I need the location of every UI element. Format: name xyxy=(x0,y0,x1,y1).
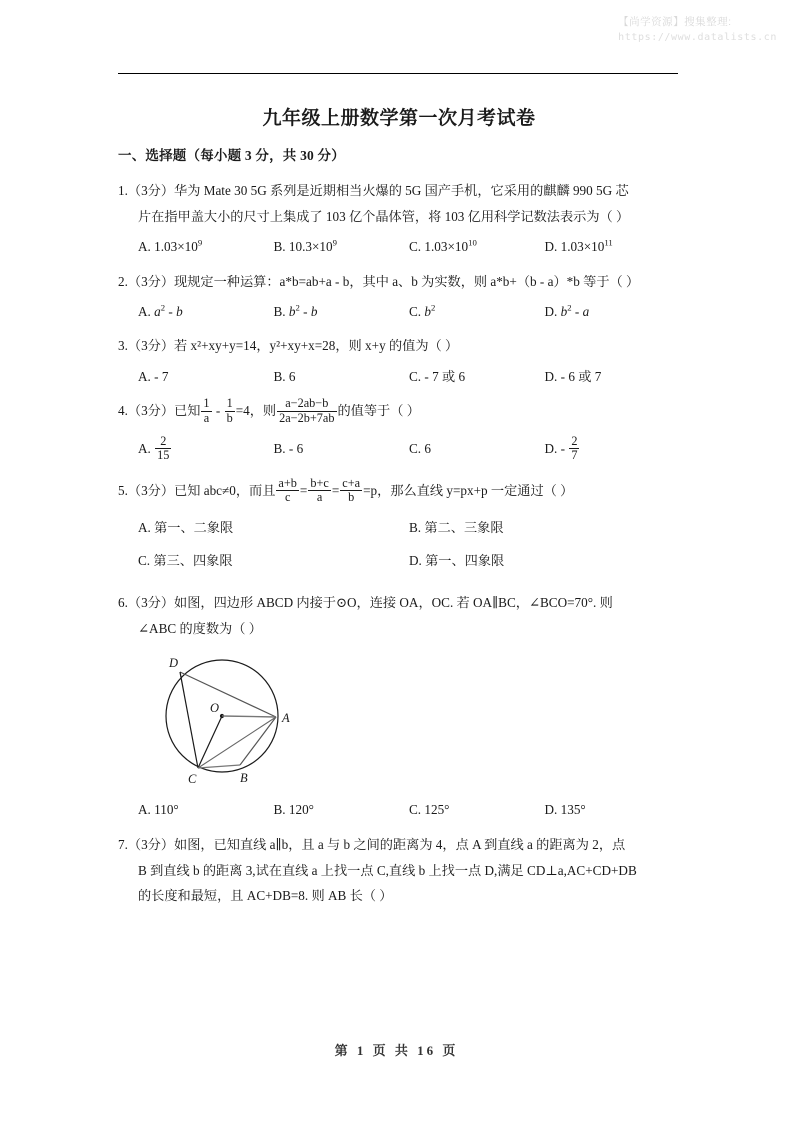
question-3-option-a[interactable] xyxy=(138,364,274,389)
circle-geometry-svg xyxy=(140,646,320,786)
watermark-url: https://www.datalists.cn xyxy=(618,32,777,44)
fraction-denominator: a xyxy=(201,411,211,425)
option-text: 110° xyxy=(154,801,179,817)
option-label: A. xyxy=(138,801,151,817)
question-1-option-d[interactable] xyxy=(545,234,681,259)
question-2-line-1 xyxy=(118,269,680,295)
question-3-options xyxy=(118,364,680,389)
question-6-number: 6. xyxy=(118,595,128,611)
option-text: 第一、二象限 xyxy=(154,520,234,536)
option-text: 120° xyxy=(288,801,314,817)
question-4-marks: （3分） xyxy=(127,403,175,419)
option-label: C. xyxy=(409,801,422,817)
option-label: C. xyxy=(409,239,422,255)
option-text: 125° xyxy=(424,801,450,817)
question-2 xyxy=(118,269,680,325)
option-sign: - xyxy=(560,440,569,456)
fraction-numerator: c+a xyxy=(342,475,361,490)
question-1-option-a[interactable] xyxy=(138,234,274,259)
question-3-text-1: 若 x²+xy+y=14，y²+xy+x=28，则 x+y 的值为（ ） xyxy=(174,338,459,354)
figure-label-o: O xyxy=(210,700,220,715)
question-2-option-d[interactable] xyxy=(545,299,681,324)
option-label: A. xyxy=(138,369,151,385)
option-base: b xyxy=(424,304,431,320)
question-4-minus: - xyxy=(212,403,224,419)
question-1-options xyxy=(118,234,680,259)
question-6 xyxy=(118,590,680,821)
option-text: - 6 或 7 xyxy=(560,369,602,385)
fraction-denominator: 7 xyxy=(571,448,578,463)
question-1-option-b[interactable] xyxy=(274,234,410,259)
option-label: D. xyxy=(544,801,558,817)
option-exponent: 9 xyxy=(197,238,203,249)
question-2-text-1: 现规定一种运算：a*b=ab+a - b，其中 a、b 为实数，则 a*b+（b - a）*b 等于（ ） xyxy=(174,273,640,289)
section-heading-multiple-choice: 一、选择题（每小题 3 分，共 30 分） xyxy=(118,148,345,163)
option-text: 第二、三象限 xyxy=(424,520,504,536)
question-5 xyxy=(118,475,680,582)
question-1-line-1 xyxy=(118,178,680,204)
question-6-option-d[interactable] xyxy=(545,797,681,822)
fraction-denominator: b xyxy=(340,490,362,504)
option-label: D. xyxy=(544,239,558,255)
question-4-option-b[interactable] xyxy=(274,436,410,464)
document-content xyxy=(118,95,680,918)
question-4-eq: =4，则 xyxy=(235,403,277,419)
segment-cb xyxy=(198,765,240,768)
question-4-option-c[interactable] xyxy=(409,436,545,464)
fraction-numerator: 2 xyxy=(571,434,578,449)
question-6-option-b[interactable] xyxy=(274,797,410,822)
option-label: B. xyxy=(409,520,422,536)
fraction-denominator: c xyxy=(276,490,299,504)
fraction-numerator: 2 xyxy=(160,434,167,449)
page-title: 九年级上册数学第一次月考试卷 xyxy=(262,108,536,129)
option-text: 6 xyxy=(288,369,296,385)
fraction-denominator: a xyxy=(308,490,331,504)
option-base: b xyxy=(288,304,296,320)
question-6-line-2: ∠ABC 的度数为（ ） xyxy=(138,621,262,637)
fraction-c-plus-a-over-b xyxy=(340,477,362,505)
fraction-denominator: 2a−2b+7ab xyxy=(279,410,335,425)
option-label: A. xyxy=(138,520,151,536)
question-5-lead: 已知 abc≠0，而且 xyxy=(174,482,276,498)
question-1-line-2: 片在指甲盖大小的尺寸上集成了 103 亿个晶体管，将 103 亿用科学记数法表示为（ ） xyxy=(138,208,630,224)
option-label: D. xyxy=(544,304,558,320)
option-tail: - b xyxy=(165,304,183,320)
option-text: 第一、四象限 xyxy=(425,553,505,569)
question-4-lead: 已知 xyxy=(174,403,201,419)
question-4-tail: 的值等于（ ） xyxy=(337,403,420,419)
question-2-option-a[interactable] xyxy=(138,299,274,324)
question-7-number: 7. xyxy=(118,836,128,852)
page-footer: 第 1 页 共 16 页 xyxy=(334,1043,459,1058)
question-1-marks: （3分） xyxy=(127,183,175,198)
segment-oa xyxy=(222,716,276,717)
question-6-figure-circle-quadrilateral xyxy=(140,646,680,795)
question-3-marks: （3分） xyxy=(127,338,175,354)
option-label: C. xyxy=(409,304,422,320)
question-1-text-1: 华为 Mate 30 5G 系列是近期相当火爆的 5G 国产手机，它采用的麒麟 990 5G 芯 xyxy=(174,183,629,198)
option-text: - 7 xyxy=(154,369,169,385)
question-4-option-d[interactable] xyxy=(545,436,681,464)
question-3-number: 3. xyxy=(118,338,128,354)
question-3 xyxy=(118,333,680,389)
option-exponent: 11 xyxy=(604,238,613,249)
option-exponent: 2 xyxy=(567,302,572,313)
option-exponent: 2 xyxy=(295,302,300,313)
option-base: a xyxy=(154,304,161,320)
question-2-option-b[interactable] xyxy=(274,299,410,324)
option-exponent: 2 xyxy=(160,302,166,313)
option-label: A. xyxy=(138,304,151,320)
question-3-option-b[interactable] xyxy=(274,364,410,389)
question-1-option-c[interactable] xyxy=(409,234,545,259)
option-label: B. xyxy=(273,304,286,320)
question-6-options xyxy=(118,797,680,822)
question-2-number: 2. xyxy=(118,273,128,289)
segment-ba xyxy=(240,717,276,765)
question-5-eq-2: = xyxy=(331,482,340,498)
question-7-line-1 xyxy=(118,832,680,858)
option-exponent: 2 xyxy=(430,302,436,313)
question-7 xyxy=(118,832,680,909)
fraction-numerator: 1 xyxy=(226,396,233,411)
option-text: 1.03×10 xyxy=(424,239,469,255)
fraction-b-plus-c-over-a xyxy=(308,477,331,505)
option-label: B. xyxy=(273,801,286,817)
question-5-eq-1: = xyxy=(299,482,308,498)
option-text: 6 xyxy=(424,440,431,456)
question-6-text-1: 如图，四边形 ABCD 内接于⊙O，连接 OA，OC. 若 OA∥BC，∠BCO=70°. 则 xyxy=(174,595,613,611)
fraction-one-over-a xyxy=(201,397,211,425)
question-1-number: 1. xyxy=(118,183,128,198)
question-4-number: 4. xyxy=(118,403,128,419)
option-label: D. xyxy=(544,440,558,456)
question-5-options xyxy=(118,515,680,581)
question-1 xyxy=(118,178,680,260)
option-text: 10.3×10 xyxy=(288,239,333,255)
option-label: C. xyxy=(138,553,151,569)
fraction-numerator: a+b xyxy=(278,475,297,490)
option-label: C. xyxy=(409,369,422,385)
question-6-line-1 xyxy=(118,590,680,616)
option-text: 1.03×10 xyxy=(154,239,198,255)
question-4-options xyxy=(118,436,680,464)
fraction-denominator: b xyxy=(226,410,233,425)
question-6-marks: （3分） xyxy=(127,595,175,611)
question-4-option-a[interactable] xyxy=(138,436,274,464)
question-5-option-a[interactable] xyxy=(138,515,409,540)
watermark-source-label: 【尚学资源】搜集整理: xyxy=(618,16,732,28)
segment-dc xyxy=(180,672,198,768)
option-base: b xyxy=(560,304,568,320)
fraction-numerator: 1 xyxy=(203,396,210,411)
option-label: A. xyxy=(138,440,151,456)
figure-label-c: C xyxy=(188,771,197,786)
figure-label-d: D xyxy=(169,655,179,670)
option-label: B. xyxy=(273,440,286,456)
option-label: C. xyxy=(409,440,422,456)
option-text: 第三、四象限 xyxy=(153,553,233,569)
question-7-line-2: B 到直线 b 的距离 3,试在直线 a 上找一点 C,直线 b 上找一点 D,满足 CD⊥a,AC+CD+DB xyxy=(138,862,637,878)
question-5-option-d[interactable] xyxy=(409,548,680,573)
fraction-numerator: a−2ab−b xyxy=(285,396,329,411)
option-text: - 7 或 6 xyxy=(424,369,466,385)
option-label: A. xyxy=(138,239,151,255)
option-fraction xyxy=(155,435,171,463)
question-3-line-1 xyxy=(118,333,680,359)
question-2-option-c[interactable] xyxy=(409,299,545,324)
fraction-denominator: 15 xyxy=(157,448,170,463)
question-6-option-a[interactable] xyxy=(138,797,274,822)
option-tail: - b xyxy=(299,304,318,320)
fraction-a-plus-b-over-c xyxy=(276,477,299,505)
fraction-expression xyxy=(277,397,336,425)
question-5-option-c[interactable] xyxy=(138,548,409,573)
question-5-tail: =p，那么直线 y=px+p 一定通过（ ） xyxy=(363,482,574,498)
question-3-option-d[interactable] xyxy=(545,364,681,389)
option-label: D. xyxy=(409,553,422,569)
question-7-text-1: 如图，已知直线 a∥b，且 a 与 b 之间的距离为 4，点 A 到直线 a 的距离为 2，点 xyxy=(174,836,626,852)
question-7-line-3: 的长度和最短，且 AC+DB=8. 则 AB 长（ ） xyxy=(138,888,393,904)
question-5-number: 5. xyxy=(118,482,128,498)
option-exponent: 10 xyxy=(468,238,477,249)
option-label: D. xyxy=(544,369,558,385)
header-divider xyxy=(118,73,678,74)
option-fraction xyxy=(569,435,579,463)
question-5-option-b[interactable] xyxy=(409,515,680,540)
option-label: B. xyxy=(273,239,286,255)
option-text: - 6 xyxy=(288,440,304,456)
question-4-line-1 xyxy=(118,398,680,426)
question-6-option-c[interactable] xyxy=(409,797,545,822)
option-text: 1.03×10 xyxy=(560,239,605,255)
option-tail: - a xyxy=(571,304,590,320)
segment-da xyxy=(180,672,276,717)
question-7-marks: （3分） xyxy=(127,836,175,852)
option-exponent: 9 xyxy=(332,238,337,249)
option-text: 135° xyxy=(560,801,586,817)
fraction-one-over-b xyxy=(225,397,235,425)
question-5-line-1 xyxy=(118,475,680,506)
question-5-marks: （3分） xyxy=(127,482,175,498)
figure-label-a: A xyxy=(282,710,290,725)
watermark xyxy=(618,14,777,46)
question-3-option-c[interactable] xyxy=(409,364,545,389)
option-label: B. xyxy=(273,369,286,385)
figure-label-b: B xyxy=(240,770,248,785)
question-4 xyxy=(118,398,680,463)
question-2-marks: （3分） xyxy=(127,273,175,289)
question-2-options xyxy=(118,299,680,324)
fraction-numerator: b+c xyxy=(310,475,329,490)
